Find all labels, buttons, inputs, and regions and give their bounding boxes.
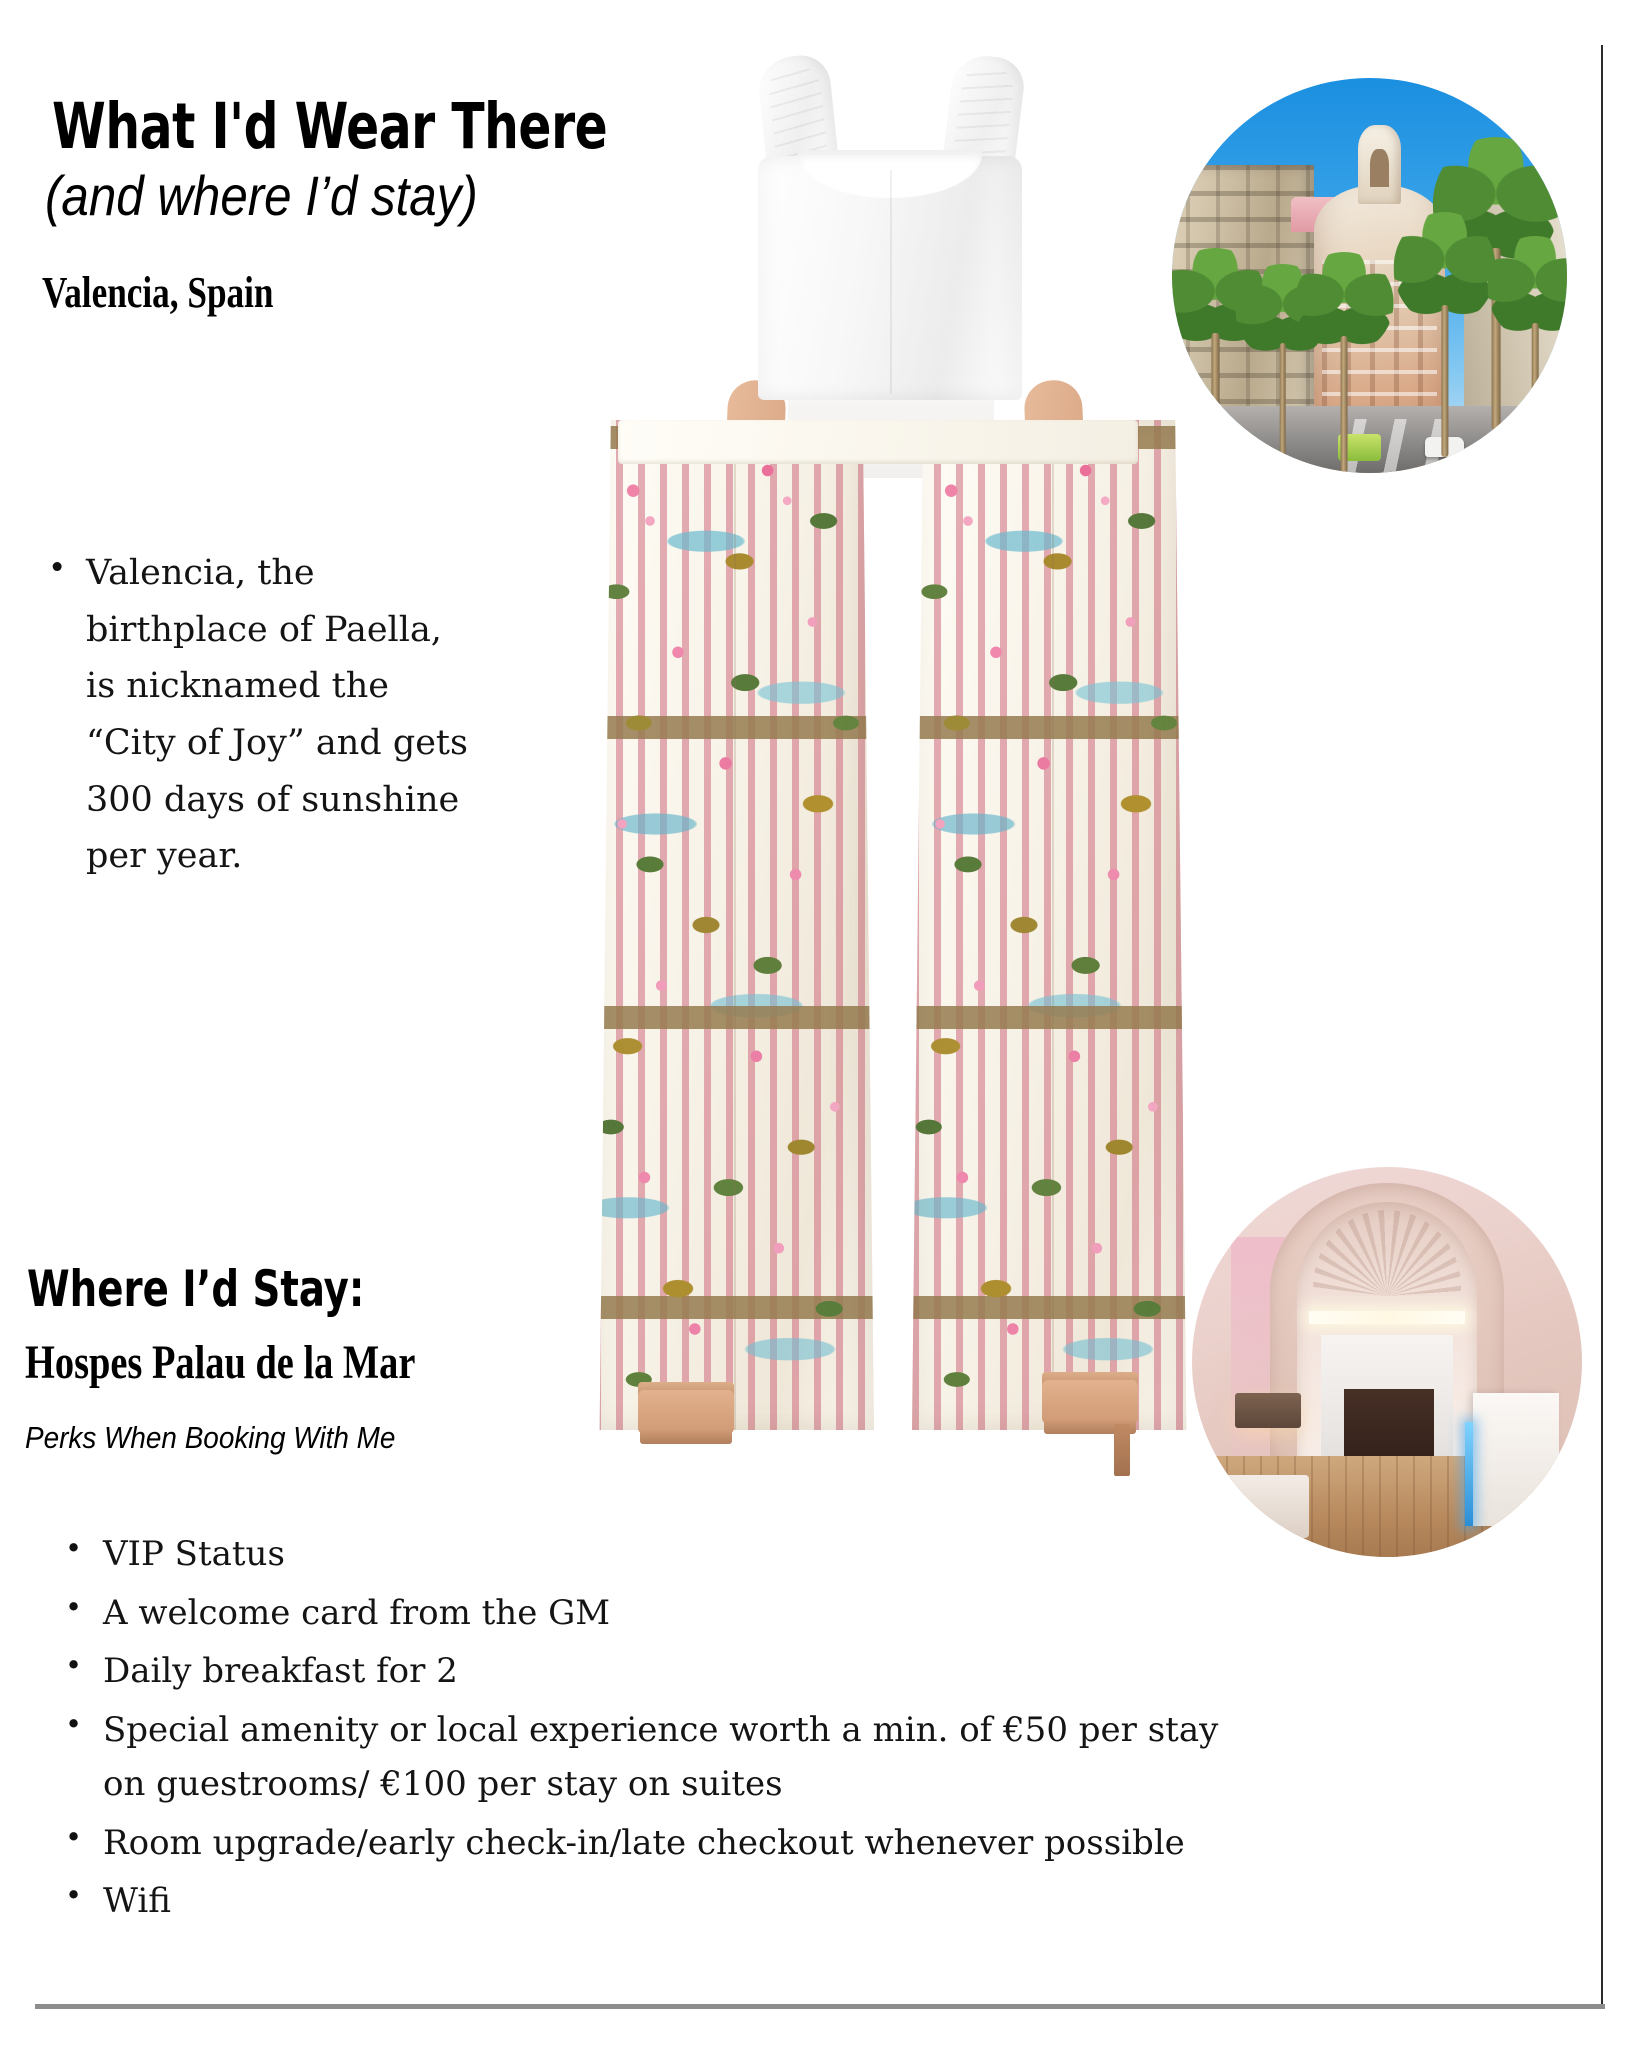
list-item bbox=[55, 1704, 1355, 1811]
perk-line-1: Daily breakfast for 2 bbox=[103, 1651, 458, 1692]
hotel-lobby-photo bbox=[1192, 1167, 1582, 1557]
page-bottom-rule bbox=[35, 2004, 1605, 2009]
sandal-footbed bbox=[638, 1390, 734, 1434]
valencia-street-photo bbox=[1172, 78, 1567, 473]
palm-tree bbox=[1294, 252, 1393, 473]
list-item bbox=[55, 1875, 1355, 1929]
white-ruffle-top-image bbox=[740, 50, 1040, 400]
perks-list-container bbox=[55, 1528, 1355, 1934]
palm-tree bbox=[1488, 236, 1567, 465]
hotel-name: Hospes Palau de la Mar bbox=[25, 1336, 416, 1389]
perk-line-1: A welcome card from the GM bbox=[103, 1592, 611, 1633]
page-subtitle: (and where I’d stay) bbox=[45, 164, 478, 227]
lobby-light-strip bbox=[1309, 1311, 1465, 1323]
pants-crease-right bbox=[1052, 464, 1054, 1430]
page-title: What I'd Wear There bbox=[52, 90, 608, 163]
perk-line-1: VIP Status bbox=[103, 1534, 285, 1574]
perk-line-1: Room upgrade/early check-in/late checkout whenever possible bbox=[103, 1822, 1185, 1863]
destination-label: Valencia, Spain bbox=[42, 268, 274, 317]
list-item bbox=[55, 1587, 1355, 1641]
page-right-border bbox=[1601, 45, 1603, 2007]
building-tower bbox=[1358, 125, 1401, 204]
perk-line-1: Special amenity or local experience worth a min. of €50 per stay bbox=[103, 1710, 1219, 1751]
lobby-lamp bbox=[1235, 1393, 1301, 1428]
pants-leg-gap bbox=[874, 570, 896, 1430]
sandal-right bbox=[1042, 1380, 1138, 1488]
list-item bbox=[55, 1528, 1355, 1582]
scenic-print-pants-image bbox=[558, 420, 1222, 1430]
sandal-footbed bbox=[1042, 1380, 1138, 1424]
list-item bbox=[55, 1645, 1355, 1699]
sandal-heel bbox=[1114, 1424, 1130, 1476]
pants-crease-left bbox=[734, 464, 736, 1430]
stay-heading: Where I’d Stay: bbox=[27, 1260, 365, 1318]
fact-list bbox=[40, 545, 470, 885]
sandal-sole bbox=[640, 1430, 732, 1444]
lobby-reception-desk bbox=[1473, 1393, 1559, 1526]
pants-waistband bbox=[618, 420, 1138, 464]
list-item: • Valencia, the birthplace of Paella, is nicknamed the “City of Joy” and gets 300 days of sunshine per year. bbox=[40, 545, 470, 885]
destination-facts bbox=[40, 545, 470, 885]
sandal-left bbox=[638, 1390, 734, 1490]
perks-label: Perks When Booking With Me bbox=[25, 1420, 396, 1455]
perk-line-2: on guestrooms/ €100 per stay on suites bbox=[103, 1763, 783, 1804]
palm-tree bbox=[1393, 212, 1496, 457]
list-item bbox=[55, 1817, 1355, 1871]
top-center-seam bbox=[890, 170, 892, 394]
perk-line-1: Wifi bbox=[103, 1881, 171, 1922]
perks-list bbox=[55, 1528, 1355, 1929]
